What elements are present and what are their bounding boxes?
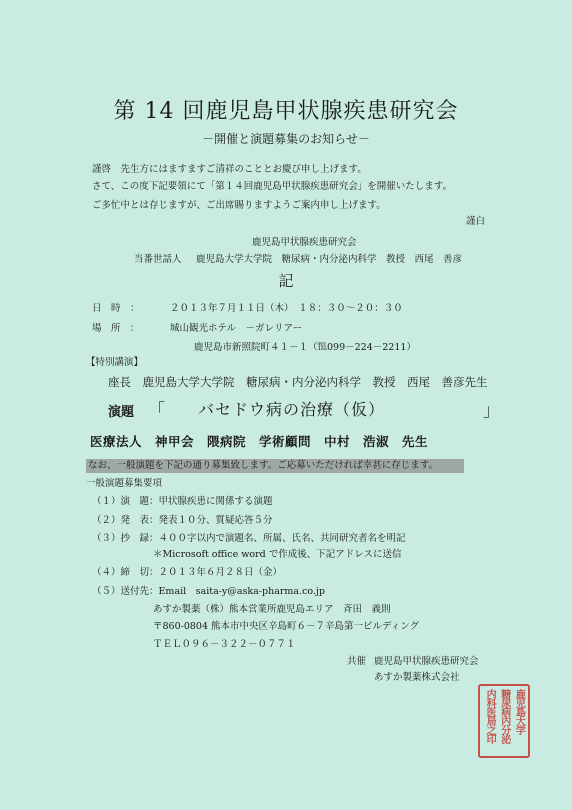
- requirement-item: ＴＥＬ０９６－３２２－０７７１: [153, 639, 296, 650]
- greeting-line-3: ご多忙中とは存じますが、ご出席賜りますようご案内申し上げます。: [92, 200, 386, 211]
- requirement-item: 〒860-0804 熊本市中央区辛島町６－７辛島第一ビルディング: [153, 621, 420, 632]
- theme-label: 演題: [108, 405, 135, 420]
- document-subtitle: －開催と演題募集のお知らせ－: [202, 132, 370, 146]
- requirement-item: （１）演 題：甲状腺疾患に関係する演題: [92, 496, 273, 507]
- requirement-item: ＊Microsoft office word で作成後、下記アドレスに送信: [153, 549, 402, 560]
- host-label: 当番世話人: [134, 254, 182, 265]
- document-title: 第 14 回鹿児島甲状腺疾患研究会: [113, 99, 459, 124]
- lecture-speaker: 医療法人 神甲会 隈病院 学術顧問 中村 浩淑 先生: [90, 434, 429, 449]
- theme-open-bracket: 「: [148, 401, 165, 421]
- closing-word: 謹白: [466, 216, 486, 227]
- event-date: ２０１３年７月１１日（木） １８：３０～２０：３０: [170, 303, 403, 314]
- requirement-item: （４）締 切：２０１３年６月２８日（金）: [92, 567, 283, 578]
- cosponsor-org-1: 鹿児島甲状腺疾患研究会: [374, 656, 479, 667]
- event-address: 鹿児島市新照院町４１－１（℡099－224－2211）: [194, 342, 416, 353]
- event-venue: 城山観光ホテル －ガレリアー: [170, 323, 303, 334]
- lecture-heading: 【特別講演】: [86, 357, 144, 368]
- greeting-line-2: さて、この度下記要領にて「第１４回鹿児島甲状腺疾患研究会」を開催いたします。: [92, 181, 453, 192]
- lecture-theme: バセドウ病の治療（仮）: [198, 400, 386, 419]
- date-label: 日 時 ：: [92, 303, 140, 314]
- host-name: 鹿児島大学大学院 糖尿病・内分泌内科学 教授 西尾 善彦: [196, 254, 463, 265]
- venue-label: 場 所 ：: [92, 323, 140, 334]
- organizer-name: 鹿児島甲状腺疾患研究会: [252, 237, 357, 248]
- requirement-item: （２）発 表：発表１０分、質疑応答５分: [92, 515, 273, 526]
- requirement-item: あすか製薬（株）熊本営業所鹿児島エリア 斉田 義則: [153, 604, 391, 615]
- theme-close-bracket: 」: [483, 401, 500, 421]
- call-for-papers-notice: なお、一般演題を下記の通り募集致します。ご応募いただければ幸甚に存じます。: [86, 459, 464, 473]
- ki-heading: 記: [278, 272, 294, 290]
- cosponsor-label: 共催: [347, 656, 367, 667]
- cosponsor-org-2: あすか製薬株式会社: [374, 672, 460, 683]
- lecture-chair: 座長 鹿児島大学大学院 糖尿病・内分泌内科学 教授 西尾 善彦先生: [108, 375, 488, 389]
- requirement-item: （３）抄 録：４００字以内で演題名、所属、氏名、共同研究者名を明記: [92, 533, 406, 544]
- requirements-heading: 一般演題募集要項: [86, 478, 163, 489]
- requirement-item: （５）送付先：Email saita-y@aska-pharma.co.jp: [92, 586, 326, 597]
- greeting-line-1: 謹啓 先生方にはますますご清祥のこととお慶び申し上げます。: [92, 164, 367, 175]
- official-seal-stamp: 鹿児島大学 糖尿病内分泌 内科医局之印: [478, 684, 530, 758]
